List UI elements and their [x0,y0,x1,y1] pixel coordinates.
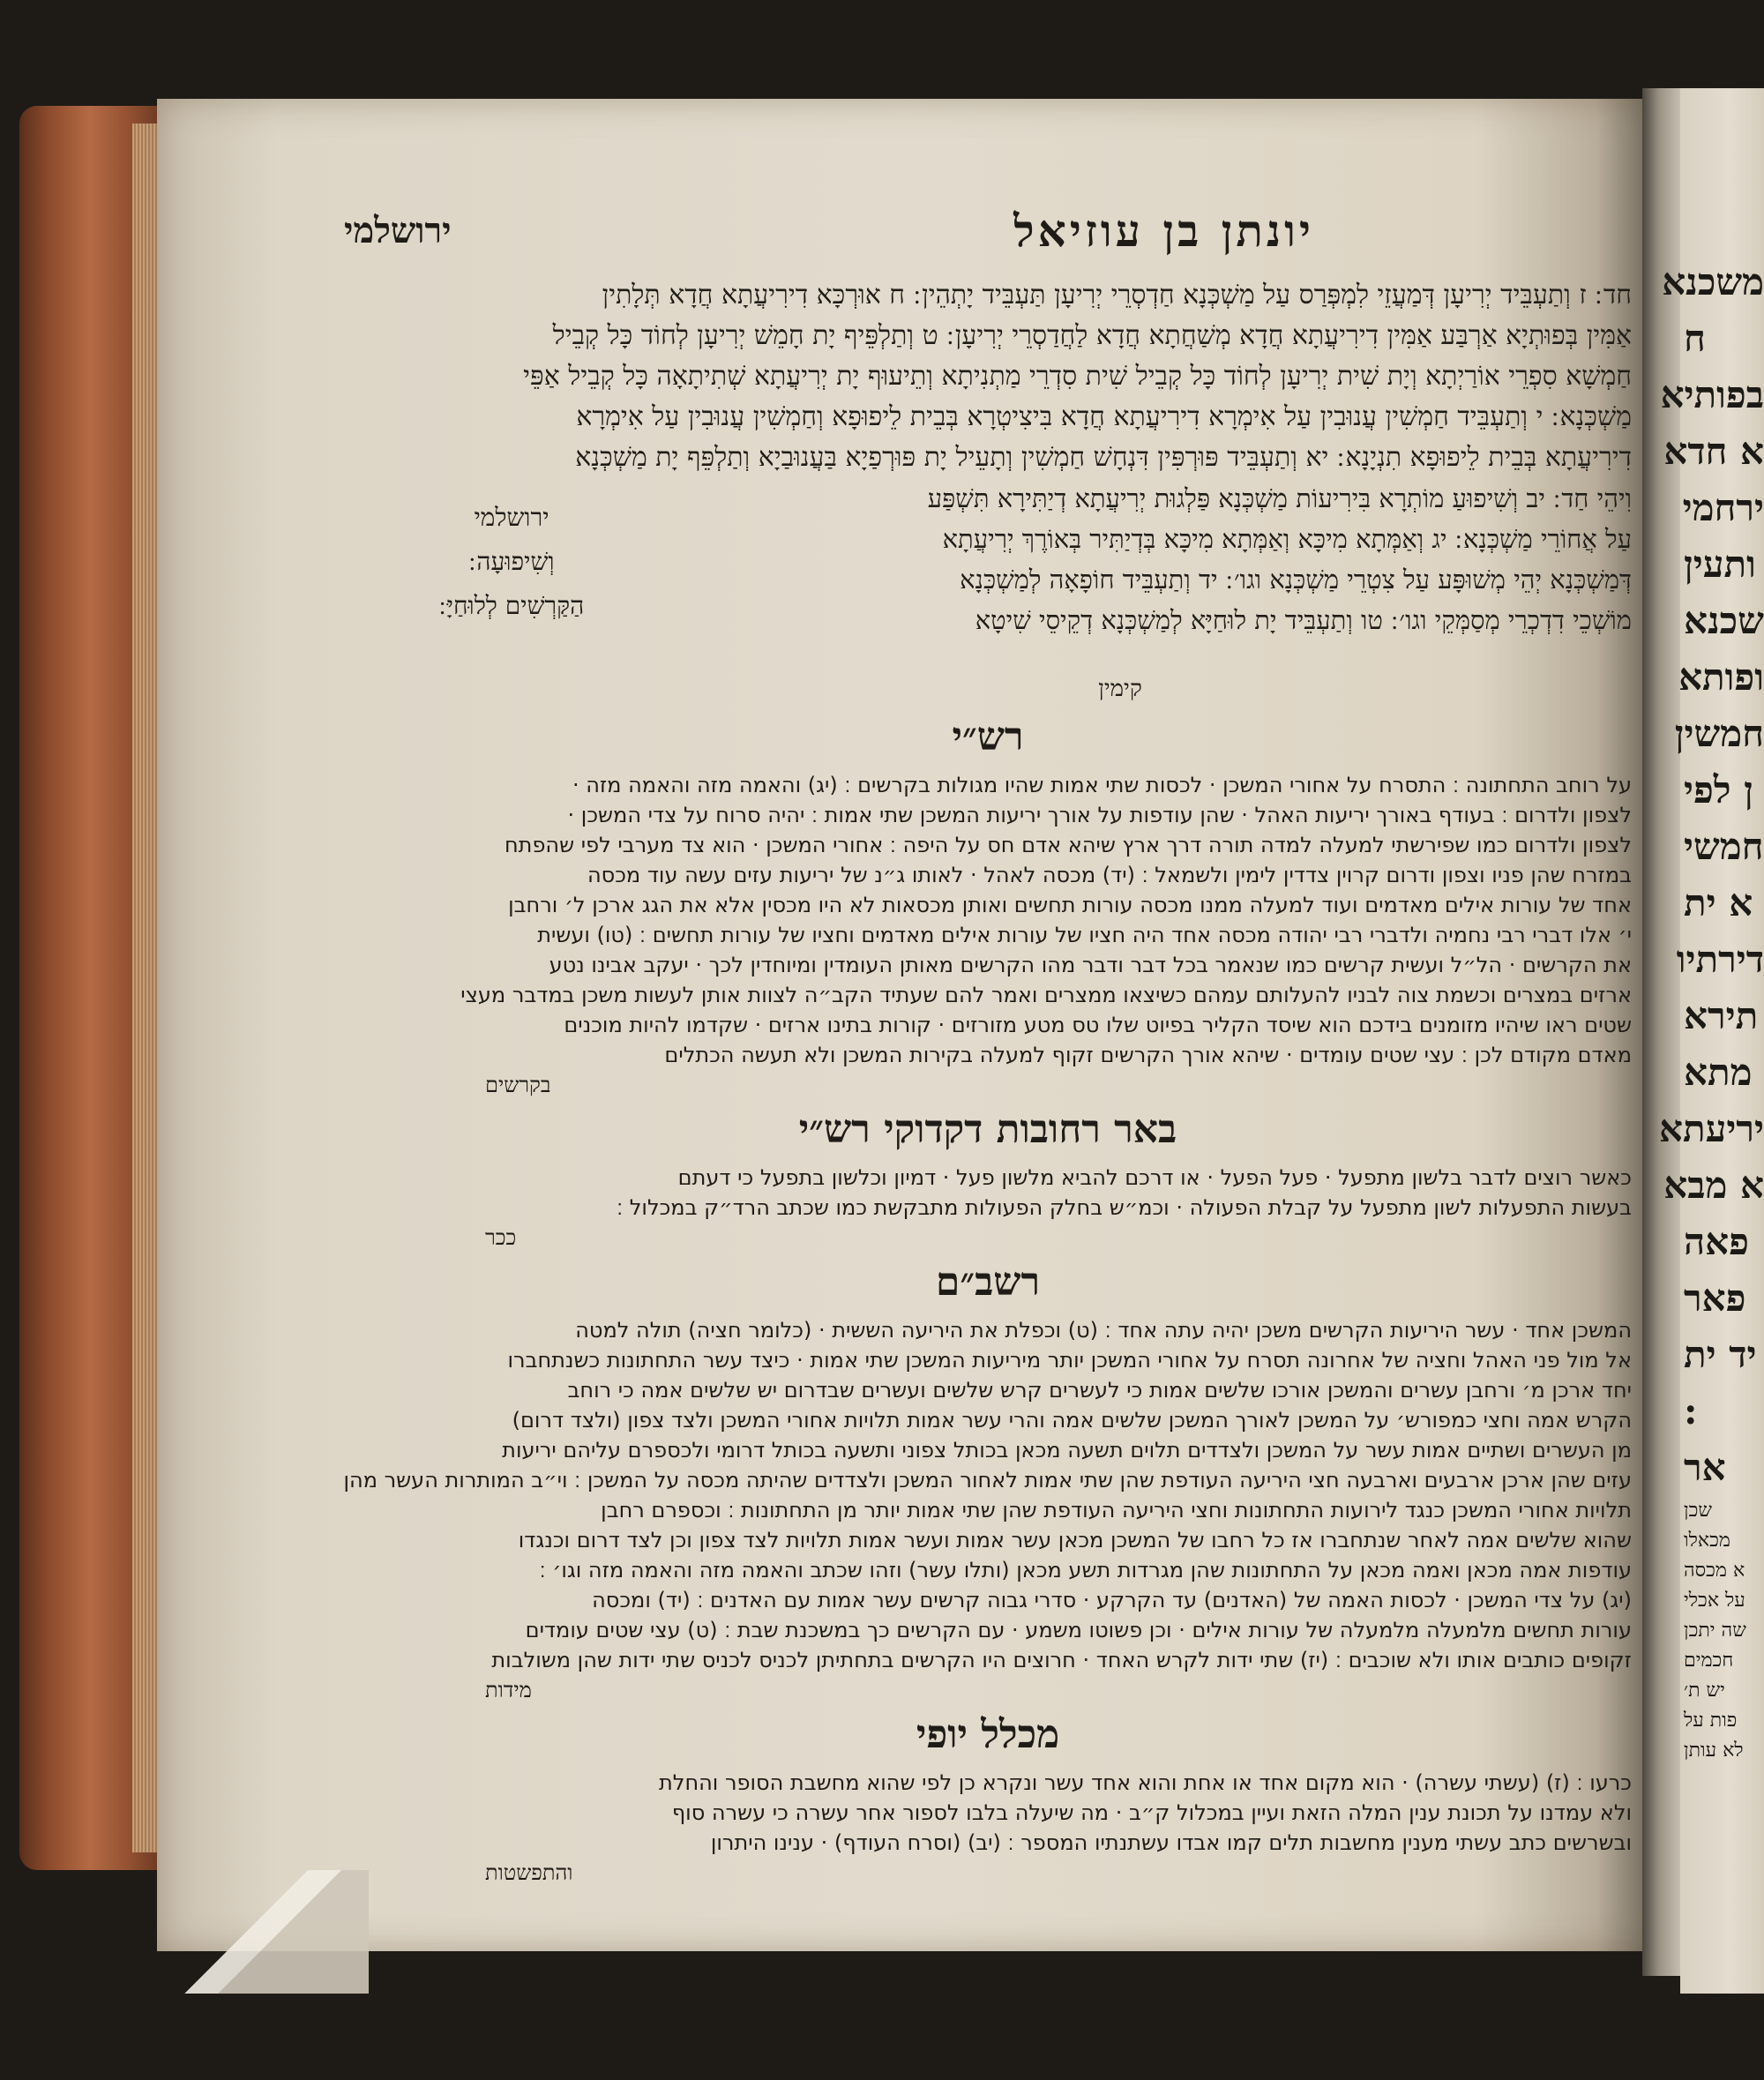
facing-page-word: ח [1684,317,1706,360]
facing-page-small-word: לא עותן [1684,1740,1744,1762]
header-side-title: ירושלמי [344,210,452,251]
facing-page-word: א מבא [1663,1163,1764,1207]
commentary-line: עזים שהן ארכן ארבעים וארבעה חצי היריעה העודפת שהן שתי אמות לאחור המשכן ולצדדים שהיתה מכסה על המשכן ׃ וי״ב המותרות העשר מהן [343,1468,1632,1493]
facing-page-word: יריעתא [1658,1107,1764,1150]
facing-page-word: ופותא [1678,655,1764,699]
jerusalmi-box-line: וְשִׁיפוּעָה ׃ [468,547,555,576]
facing-page-word: אר [1684,1446,1726,1489]
commentary-tail: והתפשטות [485,1860,573,1885]
commentary-line: ארזים במצרים וכשמת צוה לבניו להעלותם עמהם כשיצאו ממצרים ואמר להם שעתיד הקב״ה לצוות אותן לעשות משכן במדבר מעצי [460,983,1632,1007]
commentary-line: על רוחב התחתונה ׃ התסרח על אחורי המשכן · לכסות שתי אמות שהיו מגולות בקרשים ׃ (יג) והאמה מזה והאמה מזה · [572,773,1632,797]
jerusalmi-box [344,496,679,628]
targum-line: חד ׃ ז וְתַעְבֵּיד יְרִיעָן דְּמַעֲזֵי לִמְפְּרַס עַל מַשְׁכְּנָא חַדְסְרֵי יְרִיעָן תַּעְבֵּיד יָתְהֵין ׃ ח אוּרְכָּא דִירִיעֲתָא חֲדָא תְּלָתִין [602,280,1632,311]
folded-page-corner [157,1870,369,1994]
facing-page-word: : [1684,1389,1698,1433]
commentary-line: י׳ אלו דברי רבי נחמיה ולדברי רבי יהודה מכסה אחד היה חציו של עורות אילים מאדמים וחציו של עורות תחשים ׃ (טו) ועשית [537,923,1632,947]
facing-page-word: משכנא [1662,260,1764,303]
facing-page-word: א חדא [1663,430,1764,473]
commentary-line: כרעו ׃ (ז) (עשתי עשרה) · הוא מקום אחד או אחת והוא אחד עשר ונקרא כן לפי שהוא מחשבת הסופר והחלת [659,1770,1632,1795]
facing-page-word: דירתיו [1676,938,1764,981]
header-title: יונתן בן עוזיאל [1013,205,1314,257]
jerusalmi-box-line: הַקַּרְשִׁים לְלוּחַיָּ ׃ [438,591,585,620]
facing-page-word: חמשין [1674,712,1764,755]
rashbam-title: רשב״ם [935,1260,1041,1305]
targum-line: וִיהֵי חַד ׃ יב וְשִׁיפוּעַ מוֹתְרָא בִּירִיעוֹת מַשְׁכְּנָא פַּלְגוּת יְרִיעֲתָא דְיַתִּירָא תִּשְׁפַּע [927,483,1632,513]
commentary-line: שטים ראו שיהיו מזומנים בידכם הוא שיסד הקליר בפיוט שלו טס מטע מזורזים · קורות בתינו ארזים · שקדמו להיות מוכנים [564,1013,1632,1037]
facing-page-small-word: על אכלי [1684,1590,1745,1612]
commentary-line: אחד של עורות אילים מאדמים ועוד למעלה ממנו מכסה עורות תחשים ואותן מכסאות לא היו מכסין אלא את הגג ארכן ל׳ ורחבן [508,893,1632,917]
rashbam-commentary [344,1315,1632,1705]
facing-page-small-word: חכמים [1684,1650,1734,1672]
commentary-line: המשכן אחד · עשר היריעות הקרשים משכן יהיה עתה אחד ׃ (ט) וכפלת את היריעה הששית · (כלומר חציה) תולה למטה [575,1318,1632,1343]
commentary-line: תלויות אחורי המשכן כנגד לירועות התחתונות וחצי היריעה העודפת שהן שתי אמות יותר מן התחתונות ׃ וכספרם רחבן [601,1498,1632,1523]
commentary-line: הקרש אמה וחצי כמפורש׳ על המשכן לאורך המשכן שלשים אמה והרי עשר אמות תלויות אחורי המשכן ולצד צפון (ולצד דרום) [512,1408,1632,1433]
facing-page-small-word: מכאלו [1684,1530,1730,1552]
facing-page-word: פאה [1684,1220,1749,1263]
facing-page-word: יד ית [1684,1333,1757,1376]
facing-page-word: ירחמי [1682,486,1764,529]
facing-page-small-word: א מכסה [1684,1560,1745,1582]
commentary-line: שהוא שלשים אמה לאחר שנתחברו אז כל רחבו של המשכן מכאן עשר אמות ועשר אמות תלויות לצד צפון וכן לצד דרום וכנגדו [518,1528,1632,1553]
commentary-line: מאדם מקודם לכן ׃ עצי שטים עומדים · שיהא אורך הקרשים זקוף למעלה בקירות המשכן ולא תעשה הכתלים [664,1043,1632,1067]
targum-line: דְּמַשְׁכְּנָא יְהֵי מְשׁוּפָּע עַל צִטְרֵי מַשְׁכְּנָא וגו׳ ׃ יד וְתַעְבֵּיד חוֹפָאָה לְמַשְׁכְּנָא [960,565,1632,595]
facing-page-words [1658,254,1764,1766]
facing-page-word: שכנא [1684,599,1764,642]
commentary-tail: בקרשים [485,1073,551,1097]
facing-page-word: ן לפי [1684,768,1753,812]
facing-page-word: מתא [1684,1051,1753,1094]
facing-page-small-word: שכן [1684,1500,1712,1522]
beer-commentary [344,1163,1632,1253]
targum-line: חַמְשָׁא סִפְרֵי אוֹרַיְתָא וְיָת שִׁית יְרִיעָן לְחוֹד כָּל קְבֵיל שִׁית סִדְרֵי מַתְנִיתָא וְתֵיעוּף יָת יְרִיעֲתָא שְׁתִיתָאָה כָּל קְבֵיל אַפֵּי [523,361,1632,392]
commentary-line: מן העשרים ושתיים אמות עשר על המשכן ולצדדים תלוים תשעה מכאן בכותל צפוני ותשעה בכותל דרומי ולכספרם עליהם יריעות [502,1438,1632,1463]
michlal-title: מכלל יופי [916,1712,1060,1757]
targum-line: מוֹשְׁכֵי דִדְכְרֵי מְסַמְּקֵי וגו׳ ׃ טו וְתַעְבֵּיד יָת לוּחַיָּא לְמַשְׁכְּנָא דְקֵיסֵי שִׁיטָא [975,605,1632,635]
commentary-line: לצפון ולדרום כמו שפירשתי למעלה למדה תורה דרך ארץ שיהא אדם חס על היפה ׃ אחורי המשכן · הוא צד מערבי לפי שהפתח [504,833,1632,857]
rashi-title: רש״י [952,715,1024,759]
facing-page-small-word: פות על [1684,1710,1738,1732]
targum-line: דִירִיעֲתָא בְּבֵית לֵיפוּפָא תִנְיָנָא ׃ יא וְתַעְבֵּיד פּוּרְפִּין דִּנְחָשׁ חַמְשִׁין וְתָעֵיל יָת פּוּרְפַיָא בַּעֲנוּבַיָא וְתַלְפֵּף יָת מַשְׁכְּנָא [575,442,1632,473]
jerusalmi-box-line: ירושלמי [474,503,549,532]
targum-block [344,275,1632,478]
commentary-line: יחד ארכן מ׳ ורחבן עשרים והמשכן אורכו שלשים אמות כי לעשרים קרש שלשים ועשרים שבדרום יש שלשים אמה כי רוחב [567,1378,1632,1403]
commentary-line: לצפון ולדרום ׃ בעודף באורך יריעות האהל · שהן עודפות על אורך יריעות המשכן שתי אמות ׃ יהיה סרוח על צדי המשכן · [567,803,1632,827]
targum-line: אַמִּין בְּפוּתְיָא אַרְבַּע אַמִּין דִירִיעֲתָא חֲדָא מְשַׁחֲתָא חֲדָא לַחֲדַסְרֵי יְרִיעָן ׃ ט וְתַלְפֵּיף יָת חָמֵשׁ יְרִיעָן לְחוֹד כָּל קְבֵיל [552,320,1632,351]
facing-page-word: בפותיא [1660,373,1764,416]
catchword: קימין [1098,676,1142,702]
commentary-line: זקופים כותבים אותו ולא שוכבים ׃ (יז) שתי ידות לקרש האחד · חרוצים היו הקרשים בתחתיתן לכניס לכניס שתי ידות שהן משולבות [491,1648,1632,1672]
commentary-line: עודפות אמה מכאן ואמה מכאן על התחתונות שהן מגרדות תשע מכאן (ותלו עשר) וזהו שכתב והאמה מזה והאמה מזה וגו׳ ׃ [539,1558,1632,1582]
michlal-commentary [344,1768,1632,1888]
targum-line: מַשְׁכְּנָא ׃ י וְתַעְבֵּיד חַמְשִׁין עֲנוּבִין עַל אִימְרָא דִירִיעֲתָא חֲדָא בִּיצִיטְרָא בְּבֵית לֵיפוּפָא וְחַמְשִׁין עֲנוּבִין עַל אִימְרָא [576,401,1632,432]
commentary-line: את הקרשים · הל״ל ועשית קרשים כמו שנאמר בכל דבר ודבר מהו הקרשים מאותן העומדין ומיוחדין לכך · יעקב אבינו נטע [549,953,1632,977]
commentary-line: במזרח שהן פניו וצפון ודרום קרוין צדדין לימין ולשמאל ׃ (יד) מכסה לאהל · לאותו ג״נ של יריעות עזים עשה עוד מכסה [587,863,1632,887]
commentary-tail: מידות [485,1678,532,1702]
commentary-tail: ככר [485,1225,517,1250]
facing-page [1658,88,1764,1994]
facing-page-word: ותעין [1684,542,1756,586]
targum-lower-main [697,478,1632,640]
rashi-commentary [344,770,1632,1100]
running-header [344,205,1632,275]
commentary-line: בעשות התפעלות לשון מתפעל על קבלת הפעולה · וכמ״ש בחלק הפעולות מתבקשת כמו שכתב הרד״ק במכלול ׃ [617,1195,1632,1220]
facing-page-word: א ית [1684,881,1753,924]
page-edges [132,123,159,1852]
facing-page-small-word: יש ת׳ [1684,1680,1725,1702]
commentary-line: כאשר רוצים לדבר בלשון מתפעל · פעל הפעל · או דרכם להביא מלשון פעל · דמיון וכלשון בתפעל כי דעתם [677,1165,1632,1190]
commentary-line: עורות תחשים מלמעלה מלמעלה של עורות אילים · וכן פשוטו משמע · עם הקרשים כך במשכנת שבת ׃ (ט) עצי שטים עומדים [525,1618,1632,1642]
facing-page-small-word: שה יתכן [1684,1620,1746,1642]
commentary-line: (יג) על צדי המשכן · לכסות האמה של (האדנים) עד הקרקע · סדרי גבוה קרשים עשר אמות עם האדנים ׃ (יד) ומכסה [592,1588,1632,1612]
facing-page-word: פאר [1684,1276,1746,1320]
commentary-line: ובשרשים כתב עשתי מענין מחשבות תלים קמו אבדו עשתנתיו המספר ׃ (יב) (וסרח העודף) · ענינו היתרון [710,1830,1632,1855]
facing-page-word: תירא [1684,994,1759,1037]
commentary-line: ולא עמדנו על תכונת ענין המלה הזאת ועיין במכלול ק״ב · מה שיעלה בלבו לספור אחר עשרה כי עשרה סוף [671,1800,1632,1825]
targum-line: עַל אֲחוֹרֵי מַשְׁכְּנָא ׃ יג וְאַמְּתָא מִיכָּא וְאַמְּתָא מִיכָּא בְּדְיַתִּיר בְּאוֹרֶךְ יְרִיעֲתָא [942,524,1632,554]
beer-title: באר רחובות דקדוקי רש״י [798,1107,1177,1152]
page-content [344,205,1632,1888]
targum-lower-block [344,478,1632,672]
commentary-line: אל מול פני האהל וחציה של אחרונה תסרח על אחורי המשכן יותר מיריעות המשכן שתי אמות · כיצד עשר התחתונות כשנתחברו [507,1348,1632,1373]
facing-page-word: חמשי [1684,825,1764,868]
